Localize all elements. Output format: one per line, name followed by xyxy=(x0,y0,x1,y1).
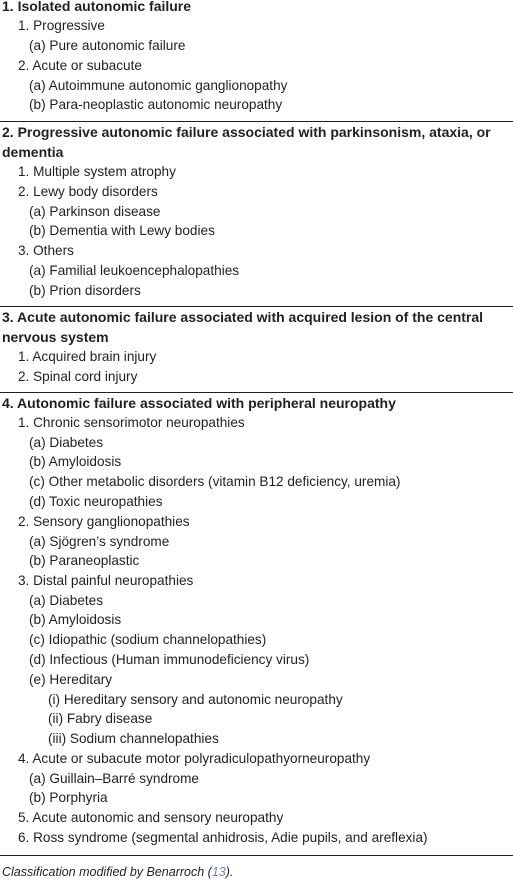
table-bottom-rule xyxy=(0,855,513,856)
list-item: (b) Amyloidosis xyxy=(29,454,122,469)
list-item: (a) Diabetes xyxy=(29,435,104,450)
list-item: (iii) Sodium channelopathies xyxy=(48,731,219,746)
list-item: (b) Dementia with Lewy bodies xyxy=(29,223,215,238)
list-item: (a) Sjögren’s syndrome xyxy=(29,534,170,549)
list-item: 2. Sensory ganglionopathies xyxy=(18,514,190,529)
list-item: (a) Familial leukoencephalopathies xyxy=(29,263,240,278)
list-item: 1. Acquired brain injury xyxy=(18,349,157,364)
citation-link[interactable]: 13 xyxy=(211,865,226,879)
list-item: 2. Acute or subacute xyxy=(18,58,142,73)
list-item: (e) Hereditary xyxy=(29,672,113,687)
list-item: (b) Paraneoplastic xyxy=(29,553,140,568)
section-3-title: 3. Acute autonomic failure associated with acquired lesion of the central nervous system xyxy=(2,309,484,345)
list-item: (d) Infectious (Human immunodeficiency virus) xyxy=(29,652,310,667)
list-item: (b) Amyloidosis xyxy=(29,612,122,627)
section-2-title: 2. Progressive autonomic failure associated with parkinsonism, ataxia, or dementia xyxy=(2,124,491,160)
list-item: 1. Multiple system atrophy xyxy=(18,164,176,179)
list-item: 2. Lewy body disorders xyxy=(18,184,158,199)
table-footnote xyxy=(2,863,233,881)
list-item: (a) Pure autonomic failure xyxy=(29,38,186,53)
footnote-text: Classification modified by Benarroch ( xyxy=(2,865,212,879)
list-item: (a) Diabetes xyxy=(29,593,104,608)
list-item: (c) Idiopathic (sodium channelopathies) xyxy=(29,632,267,647)
list-item: 3. Others xyxy=(18,243,74,258)
list-item: (b) Prion disorders xyxy=(29,283,141,298)
list-item: (ii) Fabry disease xyxy=(48,711,153,726)
list-item: (i) Hereditary sensory and autonomic neuropathy xyxy=(48,692,343,707)
list-item: (a) Parkinson disease xyxy=(29,204,161,219)
list-item: 3. Distal painful neuropathies xyxy=(18,573,194,588)
section-4-title: 4. Autonomic failure associated with peripheral neuropathy xyxy=(2,395,396,411)
list-item: 2. Spinal cord injury xyxy=(18,369,138,384)
list-item: 1. Chronic sensorimotor neuropathies xyxy=(18,415,245,430)
footnote-end: ). xyxy=(225,865,234,879)
list-item: (a) Guillain–Barré syndrome xyxy=(29,771,199,786)
list-item: 5. Acute autonomic and sensory neuropathy xyxy=(18,810,284,825)
list-item: 1. Progressive xyxy=(18,18,105,33)
section-1-title: 1. Isolated autonomic failure xyxy=(2,0,192,14)
list-item: (b) Porphyria xyxy=(29,790,108,805)
list-item: (b) Para-neoplastic autonomic neuropathy xyxy=(29,97,283,112)
list-item: (a) Autoimmune autonomic ganglionopathy xyxy=(29,78,288,93)
list-item: 4. Acute or subacute motor polyradiculopathyorneuropathy xyxy=(18,751,371,766)
list-item: (d) Toxic neuropathies xyxy=(29,494,163,509)
list-item: (c) Other metabolic disorders (vitamin B12 deficiency, uremia) xyxy=(29,474,401,489)
list-item: 6. Ross syndrome (segmental anhidrosis, Adie pupils, and areflexia) xyxy=(18,830,428,845)
